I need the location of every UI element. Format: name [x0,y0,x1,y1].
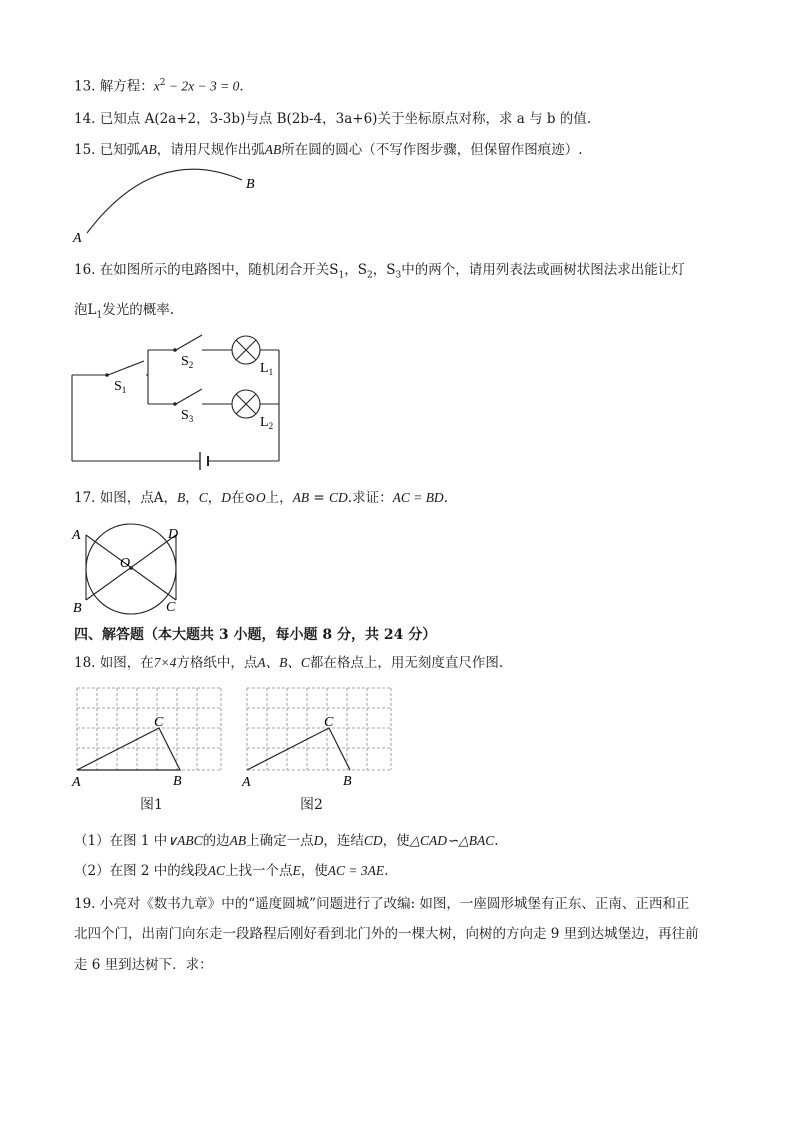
q16-line-2 [74,301,174,325]
q17-line [74,489,448,507]
switch-s1-label: $S_1$ [114,379,127,395]
q19-line-2: 北四个门，出南门向东走一段路程后刚好看到北门外的一棵大树，向树的方向走 9 里到达城堡边，再往前 [74,926,699,942]
q13-equation-rest: − 2x − 3 = 0 [165,78,240,94]
q13-number: 13. [74,78,96,95]
q18-part-2 [74,862,388,880]
q17-arc-ab: AB [292,490,310,505]
q16-sep2: ， [372,262,387,278]
grid2-label-c: C [324,715,334,730]
q18-p1-similarity: △CAD∽△BAC [409,833,495,848]
q15-arc-ab-2: AB [264,142,282,157]
q16-line-1 [74,261,685,285]
q18-part-1 [74,832,499,850]
q18-p1-text-c: 上确定一点 [246,833,314,849]
q17-point-c: C [198,490,208,505]
q16-s1: S [329,262,339,278]
q16-sep1: ， [344,262,358,278]
grid2-label-a: A [242,775,251,790]
q14-number: 14. [74,111,96,127]
q18-p1-text-f: ，使 [382,833,410,849]
q17-end: . [443,490,448,506]
q13-text: 解方程： [99,78,154,95]
circle-label-a: A [72,528,81,543]
q14-line [74,110,591,128]
q18-p1-text-e: ，连结 [323,833,364,849]
q16-text-4: 发光的概率. [102,302,174,318]
q16-l1-sub: 1 [96,310,103,321]
q18-p1-text-a: （1）在图 1 中 [74,833,168,849]
q15-arc-figure [70,168,270,248]
q18-p2-equation: AC = 3AE [327,863,385,878]
grid2-label-b: B [343,774,352,789]
q18-grid-size: 7×4 [153,655,177,670]
q16-s2-sub: 2 [367,270,373,281]
figure-1-caption: 图1 [140,797,163,813]
q17-circle-o: O [255,490,266,505]
q13-end: . [239,78,244,95]
arc-ab [87,169,242,233]
q19-line-3: 走 6 里到达树下．求： [74,957,213,973]
q18-p1-end: . [494,833,499,849]
q18-number: 18. [74,655,96,671]
q18-p2-text-a: （2）在图 2 中的线段 [74,863,208,879]
grid1-label-b: B [173,774,182,789]
q16-text-1: 在如图所示的电路图中，随机闭合开关 [99,262,330,278]
q16-text-2: 中的两个，请用列表法或画树状图法求出能让灯 [401,262,685,278]
circle-label-c: C [166,600,176,615]
circle-label-b: B [73,601,82,616]
q16-text-3: 泡 [74,302,88,318]
q13-equation-x: x [153,78,160,94]
q18-text-3: 都在格点上，用无刻度直尺作图. [309,655,504,671]
arc-label-b: B [246,177,255,192]
q13-exponent: 2 [159,78,166,88]
q17-number: 17. [74,490,96,506]
switch-s2-label: $S_2$ [181,354,194,370]
section-4-heading: 四、解答题（本大题共 3 小题，每小题 8 分，共 24 分） [74,627,437,643]
q18-p2-text-b: 上找一个点 [225,863,293,879]
q18-text-2: 方格纸中，点 [176,655,258,671]
arc-label-a: A [73,231,82,246]
q17-sep3: ， [207,490,222,506]
q18-p2-point-e: E [292,863,301,878]
q19-line-1: 19. 小亮对《数书九章》中的“遥度圆城”问题进行了改编: 如图，一座圆形城堡有正东、正南、正西和正 [74,896,690,912]
q17-eq: = [309,490,330,506]
q18-p1-text-b: 的边 [202,833,230,849]
circle-label-d: D [168,527,179,542]
q16-s2: S [357,262,368,278]
lamp-l2-label: $L_2$ [260,415,274,431]
q17-arc-cd: CD [329,490,348,505]
grid1-label-a: A [72,775,81,790]
circle-label-o: O [120,556,131,571]
q16-number: 16. [74,262,96,278]
q18-p2-end: . [384,863,389,879]
q15-number: 15. [74,142,96,158]
grid1-label-c: C [154,715,164,730]
q14-text: 已知点 A(2a+2，3-3b)与点 B(2b-4，3a+6)关于坐标原点对称，求 a 与 b 的值. [99,111,592,127]
q18-p2-segment-ac: AC [207,863,226,878]
q18-line [74,654,503,672]
q18-points: A、B、C [257,655,310,670]
q18-p1-point-d: D [313,833,324,848]
q16-s1-sub: 1 [338,270,345,281]
q16-circuit-diagram [70,330,285,470]
q17-sep2: ， [185,490,199,506]
figure-2-caption: 图2 [300,797,323,813]
q17-text-3: 上， [265,490,293,506]
q18-figure-1 [70,686,230,791]
q18-figure-2 [240,686,400,791]
q15-line [74,141,583,159]
q18-p1-segment-cd: CD [363,833,383,848]
q17-text-2: 在⊙ [231,490,256,506]
q18-text-1: 如图，在 [99,655,154,671]
q16-s3: S [386,262,396,278]
q17-text-1: 如图，点 [99,490,154,506]
q15-text-1: 已知弧 [99,142,141,158]
q17-point-b: B [177,490,186,505]
q16-s3-sub: 3 [395,270,402,281]
q17-proof-statement: AC = BD [392,490,444,505]
q18-p2-text-c: ，使 [300,863,328,879]
q15-text-3: 所在圆的圆心（不写作图步骤，但保留作图痕迹）. [281,142,583,158]
q13-line [74,74,244,96]
q17-circle-figure [70,522,190,617]
switch-s3-label: $S_3$ [181,408,194,424]
q17-point-a: A [153,490,164,506]
q16-l1: L [87,302,97,318]
q15-arc-ab-1: AB [140,142,157,157]
q18-p1-triangle: ∨ABC [167,833,203,848]
q17-point-d: D [221,490,232,505]
q18-p1-side-ab: AB [229,833,247,848]
q15-text-2: ，请用尺规作出弧 [156,142,265,158]
lamp-l1-label: $L_1$ [260,361,274,377]
q17-text-4: .求证： [347,490,393,506]
q17-sep1: ， [163,490,178,506]
